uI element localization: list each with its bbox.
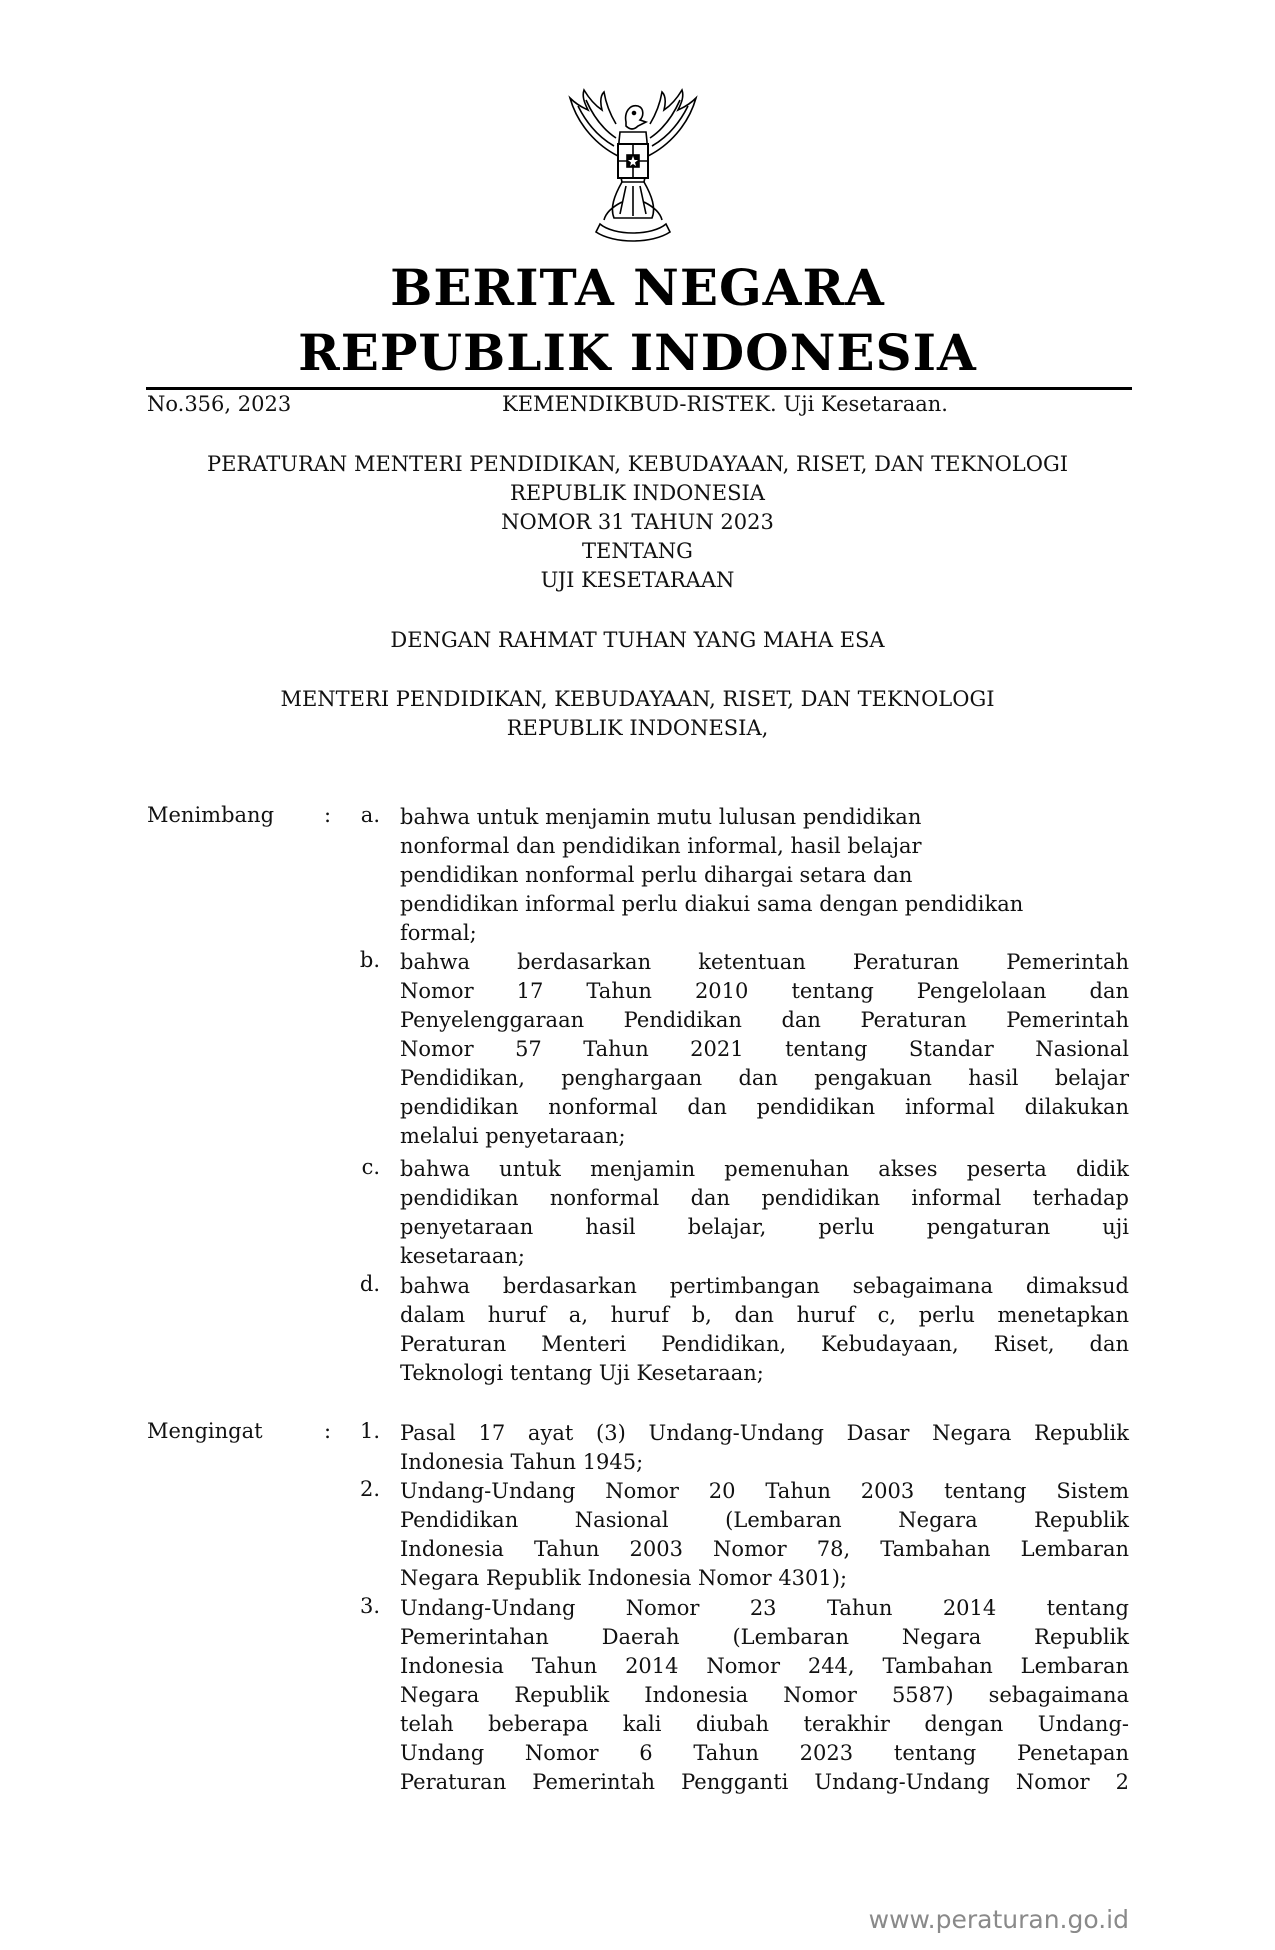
clause-line: Pendidikan Nasional (Lembaran Negara Republik bbox=[400, 1508, 1129, 1532]
menimbang-item-d bbox=[400, 1272, 1129, 1388]
regulation-heading-line: TENTANG bbox=[582, 539, 693, 563]
clause-line: Nomor 17 Tahun 2010 tentang Pengelolaan dan bbox=[400, 979, 1129, 1003]
clause-line: kesetaraan; bbox=[400, 1244, 525, 1268]
clause-line: Nomor 57 Tahun 2021 tentang Standar Nasional bbox=[400, 1037, 1129, 1061]
minister-heading bbox=[0, 685, 1275, 743]
minister-heading-line: MENTERI PENDIDIKAN, KEBUDAYAAN, RISET, DAN TEKNOLOGI bbox=[280, 687, 995, 711]
ministry-subject: KEMENDIKBUD-RISTEK. Uji Kesetaraan. bbox=[502, 392, 948, 416]
list-marker: c. bbox=[361, 1155, 380, 1179]
clause-line: Undang-Undang Nomor 20 Tahun 2003 tentang Sistem bbox=[400, 1479, 1129, 1503]
clause-line: pendidikan nonformal perlu dihargai setara dan bbox=[400, 863, 913, 887]
clause-line: Pemerintahan Daerah (Lembaran Negara Republik bbox=[400, 1625, 1129, 1649]
mengingat-colon: : bbox=[324, 1419, 332, 1443]
clause-line: formal; bbox=[400, 921, 477, 945]
clause-line: bahwa berdasarkan ketentuan Peraturan Pemerintah bbox=[400, 950, 1129, 974]
regulation-heading-line: REPUBLIK INDONESIA bbox=[510, 481, 765, 505]
clause-line: bahwa untuk menjamin mutu lulusan pendidikan bbox=[400, 805, 922, 829]
clause-line: nonformal dan pendidikan informal, hasil belajar bbox=[400, 834, 922, 858]
clause-line: melalui penyetaraan; bbox=[400, 1124, 626, 1148]
clause-line: Pendidikan, penghargaan dan pengakuan hasil belajar bbox=[400, 1066, 1129, 1090]
masthead-title-line2: REPUBLIK INDONESIA bbox=[298, 323, 977, 382]
clause-line: pendidikan nonformal dan pendidikan informal dilakukan bbox=[400, 1095, 1129, 1119]
minister-heading-line: REPUBLIK INDONESIA, bbox=[506, 716, 769, 740]
menimbang-item-c bbox=[400, 1155, 1129, 1271]
regulation-heading-line: PERATURAN MENTERI PENDIDIKAN, KEBUDAYAAN, RISET, DAN TEKNOLOGI bbox=[206, 452, 1069, 476]
regulation-heading-line: UJI KESETARAAN bbox=[540, 568, 735, 592]
clause-line: Indonesia Tahun 1945; bbox=[400, 1450, 644, 1474]
clause-line: Indonesia Tahun 2003 Nomor 78, Tambahan Lembaran bbox=[400, 1537, 1129, 1561]
invocation: DENGAN RAHMAT TUHAN YANG MAHA ESA bbox=[390, 628, 885, 652]
list-marker: 3. bbox=[359, 1594, 380, 1618]
menimbang-item-b bbox=[400, 948, 1129, 1151]
masthead-title-line1: BERITA NEGARA bbox=[390, 258, 885, 317]
list-marker: d. bbox=[359, 1272, 380, 1296]
clause-line: pendidikan nonformal dan pendidikan informal terhadap bbox=[400, 1186, 1129, 1210]
list-marker: 2. bbox=[359, 1477, 380, 1501]
garuda-emblem-icon bbox=[548, 86, 718, 246]
clause-line: Peraturan Menteri Pendidikan, Kebudayaan, Riset, dan bbox=[400, 1332, 1129, 1356]
clause-line: Penyelenggaraan Pendidikan dan Peraturan Pemerintah bbox=[400, 1008, 1129, 1032]
list-marker: b. bbox=[359, 948, 380, 972]
menimbang-colon: : bbox=[324, 803, 332, 827]
mengingat-label: Mengingat bbox=[147, 1419, 263, 1443]
mengingat-item-3 bbox=[400, 1594, 1129, 1797]
menimbang-label: Menimbang bbox=[147, 803, 275, 827]
clause-line: Indonesia Tahun 2014 Nomor 244, Tambahan Lembaran bbox=[400, 1654, 1129, 1678]
clause-line: Teknologi tentang Uji Kesetaraan; bbox=[400, 1361, 764, 1385]
clause-line: telah beberapa kali diubah terakhir dengan Undang- bbox=[400, 1712, 1129, 1736]
clause-line: Negara Republik Indonesia Nomor 4301); bbox=[400, 1566, 848, 1590]
clause-line: Peraturan Pemerintah Pengganti Undang-Undang Nomor 2 bbox=[400, 1770, 1129, 1794]
clause-line: penyetaraan hasil belajar, perlu pengaturan uji bbox=[400, 1215, 1129, 1239]
menimbang-item-a bbox=[400, 803, 1129, 948]
clause-line: bahwa berdasarkan pertimbangan sebagaimana dimaksud bbox=[400, 1274, 1129, 1298]
regulation-heading bbox=[0, 450, 1275, 595]
clause-line: Pasal 17 ayat (3) Undang-Undang Dasar Negara Republik bbox=[400, 1421, 1129, 1445]
clause-line: pendidikan informal perlu diakui sama dengan pendidikan bbox=[400, 892, 1024, 916]
list-marker: a. bbox=[360, 803, 380, 827]
regulation-heading-line: NOMOR 31 TAHUN 2023 bbox=[501, 510, 774, 534]
clause-line: Undang-Undang Nomor 23 Tahun 2014 tentang bbox=[400, 1596, 1129, 1620]
clause-line: Undang Nomor 6 Tahun 2023 tentang Penetapan bbox=[400, 1741, 1129, 1765]
list-marker: 1. bbox=[359, 1419, 380, 1443]
gazette-number: No.356, 2023 bbox=[147, 392, 292, 416]
masthead-divider bbox=[146, 387, 1132, 390]
clause-line: Negara Republik Indonesia Nomor 5587) sebagaimana bbox=[400, 1683, 1129, 1707]
mengingat-item-2 bbox=[400, 1477, 1129, 1593]
clause-line: bahwa untuk menjamin pemenuhan akses peserta didik bbox=[400, 1157, 1129, 1181]
mengingat-item-1 bbox=[400, 1419, 1129, 1477]
website-footer: www.peraturan.go.id bbox=[868, 1905, 1129, 1934]
clause-line: dalam huruf a, huruf b, dan huruf c, perlu menetapkan bbox=[400, 1303, 1129, 1327]
